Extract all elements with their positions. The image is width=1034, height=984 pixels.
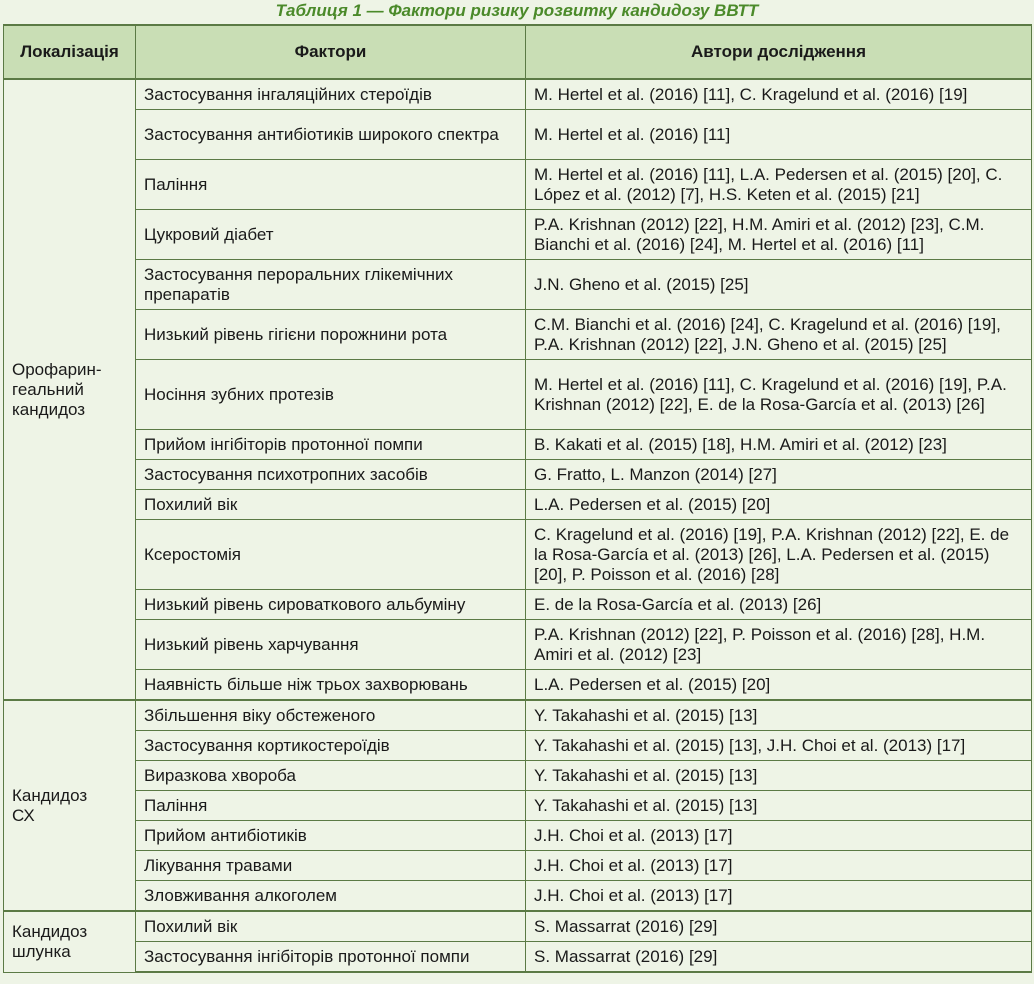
factor-cell: Паління [136, 791, 526, 821]
table-row [4, 670, 1032, 701]
authors-cell: C.M. Bianchi et al. (2016) [24], C. Kragelund et al. (2016) [19], P.A. Krishnan (2012) [22], J.N. Gheno et al. (2015) [25] [526, 310, 1032, 360]
factor-cell: Прийом антибіотиків [136, 821, 526, 851]
factor-cell: Збільшення віку обстеженого [136, 700, 526, 731]
authors-cell: J.H. Choi et al. (2013) [17] [526, 851, 1032, 881]
table-header-row [4, 25, 1032, 79]
factor-cell: Лікування травами [136, 851, 526, 881]
table-row [4, 700, 1032, 731]
authors-cell: J.N. Gheno et al. (2015) [25] [526, 260, 1032, 310]
table-row [4, 260, 1032, 310]
factor-cell: Наявність більше ніж трьох захворювань [136, 670, 526, 701]
table-caption: Таблиця 1 — Фактори ризику розвитку кандидозу ВВТТ [275, 1, 759, 20]
table-row [4, 360, 1032, 430]
factor-cell: Виразкова хвороба [136, 761, 526, 791]
factor-cell: Прийом інгібіторів протонної помпи [136, 430, 526, 460]
table-row [4, 310, 1032, 360]
factor-cell: Застосування кортикостероїдів [136, 731, 526, 761]
factor-cell: Застосування психотропних засобів [136, 460, 526, 490]
table-row [4, 430, 1032, 460]
authors-cell: Y. Takahashi et al. (2015) [13] [526, 700, 1032, 731]
factor-cell: Низький рівень харчування [136, 620, 526, 670]
table-row [4, 110, 1032, 160]
header-authors: Автори дослідження [526, 25, 1032, 79]
table-row [4, 731, 1032, 761]
table-row [4, 911, 1032, 942]
authors-cell: Y. Takahashi et al. (2015) [13], J.H. Choi et al. (2013) [17] [526, 731, 1032, 761]
authors-cell: G. Fratto, L. Manzon (2014) [27] [526, 460, 1032, 490]
authors-cell: L.A. Pedersen et al. (2015) [20] [526, 490, 1032, 520]
table-row [4, 490, 1032, 520]
table-row [4, 881, 1032, 912]
factor-cell: Ксеростомія [136, 520, 526, 590]
factor-cell: Застосування інгібіторів протонної помпи [136, 942, 526, 973]
factor-cell: Цукровий діабет [136, 210, 526, 260]
header-factors: Фактори [136, 25, 526, 79]
factor-cell: Низький рівень гігієни порожнини рота [136, 310, 526, 360]
table-row [4, 520, 1032, 590]
table-row [4, 620, 1032, 670]
authors-cell: Y. Takahashi et al. (2015) [13] [526, 761, 1032, 791]
factor-cell: Паління [136, 160, 526, 210]
table-body [4, 79, 1032, 972]
factor-cell: Похилий вік [136, 911, 526, 942]
factor-cell: Застосування антибіотиків широкого спектра [136, 110, 526, 160]
authors-cell: J.H. Choi et al. (2013) [17] [526, 881, 1032, 912]
table-row [4, 791, 1032, 821]
factor-cell: Застосування інгаляційних стероїдів [136, 79, 526, 110]
authors-cell: M. Hertel et al. (2016) [11] [526, 110, 1032, 160]
authors-cell: M. Hertel et al. (2016) [11], L.A. Pedersen et al. (2015) [20], C. López et al. (2012) [7], H.S. Keten et al. (2015) [21] [526, 160, 1032, 210]
authors-cell: M. Hertel et al. (2016) [11], C. Kragelund et al. (2016) [19], P.A. Krishnan (2012) [22], E. de la Rosa-García et al. (2013) [26] [526, 360, 1032, 430]
authors-cell: S. Massarrat (2016) [29] [526, 942, 1032, 973]
risk-factors-table [3, 24, 1032, 973]
factor-cell: Зловживання алкоголем [136, 881, 526, 912]
authors-cell: M. Hertel et al. (2016) [11], C. Kragelund et al. (2016) [19] [526, 79, 1032, 110]
table-row [4, 851, 1032, 881]
authors-cell: C. Kragelund et al. (2016) [19], P.A. Krishnan (2012) [22], E. de la Rosa-García et al. (2013) [26], L.A. Pedersen et al. (2015) [20], P. Poisson et al. (2016) [28] [526, 520, 1032, 590]
localization-cell: Кандидоз СХ [4, 700, 136, 911]
table-row [4, 460, 1032, 490]
header-localization: Локалізація [4, 25, 136, 79]
authors-cell: S. Massarrat (2016) [29] [526, 911, 1032, 942]
localization-cell: Орофарин- геальний кандидоз [4, 79, 136, 700]
authors-cell: B. Kakati et al. (2015) [18], H.M. Amiri et al. (2012) [23] [526, 430, 1032, 460]
localization-cell: Кандидоз шлунка [4, 911, 136, 972]
table-row [4, 590, 1032, 620]
table-row [4, 821, 1032, 851]
table-row [4, 942, 1032, 973]
table-row [4, 79, 1032, 110]
factor-cell: Похилий вік [136, 490, 526, 520]
authors-cell: Y. Takahashi et al. (2015) [13] [526, 791, 1032, 821]
table-row [4, 210, 1032, 260]
factor-cell: Носіння зубних протезів [136, 360, 526, 430]
authors-cell: P.A. Krishnan (2012) [22], H.M. Amiri et al. (2012) [23], C.M. Bianchi et al. (2016) [24], M. Hertel et al. (2016) [11] [526, 210, 1032, 260]
factor-cell: Застосування пероральних глікемічних препаратів [136, 260, 526, 310]
table-row [4, 160, 1032, 210]
authors-cell: L.A. Pedersen et al. (2015) [20] [526, 670, 1032, 701]
authors-cell: J.H. Choi et al. (2013) [17] [526, 821, 1032, 851]
authors-cell: P.A. Krishnan (2012) [22], P. Poisson et al. (2016) [28], H.M. Amiri et al. (2012) [23] [526, 620, 1032, 670]
authors-cell: E. de la Rosa-García et al. (2013) [26] [526, 590, 1032, 620]
table-row [4, 761, 1032, 791]
factor-cell: Низький рівень сироваткового альбуміну [136, 590, 526, 620]
